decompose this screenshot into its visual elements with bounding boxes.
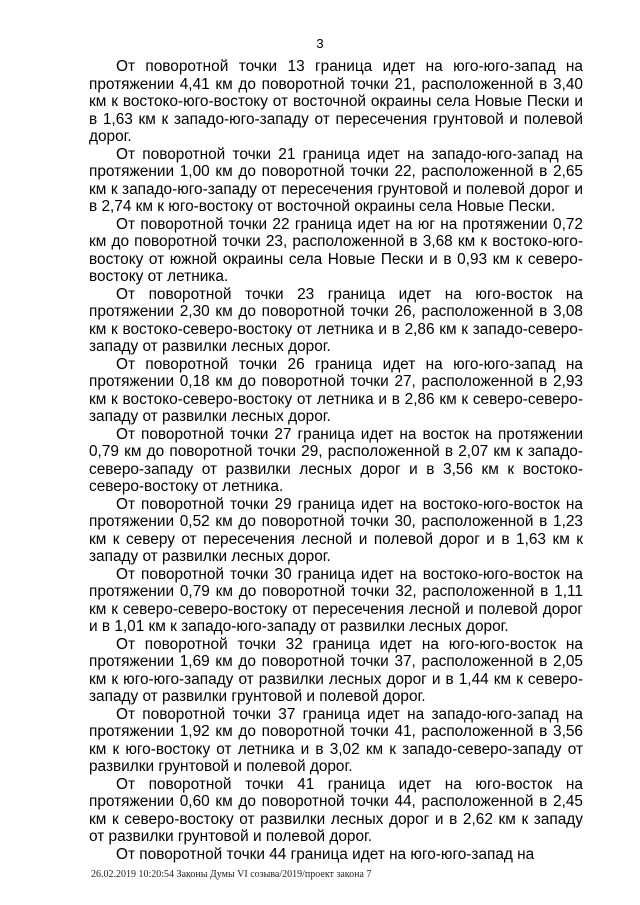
paragraph: От поворотной точки 26 граница идет на юго-юго-запад на протяжении 0,18 км до поворотной точки 27, расположенной в 2,93 км к востоко-северо-востоку от летника и в 2,86 км к северо-северо-западу от развилки лесных дорог. [89, 355, 583, 425]
paragraph: От поворотной точки 22 граница идет на юг на протяжении 0,72 км до поворотной точки 23, расположенной в 3,68 км к востоко-юго-востоку от южной окраины села Новые Пески и в 0,93 км к северо-востоку от летника. [89, 215, 583, 285]
paragraph: От поворотной точки 29 граница идет на востоко-юго-восток на протяжении 0,52 км до поворотной точки 30, расположенной в 1,23 км к северу от пересечения лесной и полевой дорог и в 1,63 км к западу от развилки лесных дорог. [89, 495, 583, 565]
page-number: 3 [316, 36, 324, 51]
document-body [89, 58, 583, 863]
paragraph: От поворотной точки 23 граница идет на юго-восток на протяжении 2,30 км до поворотной точки 26, расположенной в 3,08 км к востоко-северо-востоку от летника и в 2,86 км к западо-северо-западу от развилки лесных дорог. [89, 285, 583, 355]
paragraph: От поворотной точки 32 граница идет на юго-юго-восток на протяжении 1,69 км до поворотной точки 37, расположенной в 2,05 км к юго-юго-западу от развилки лесных дорог и в 1,44 км к северо-западу от развилки грунтовой и полевой дорог. [89, 635, 583, 705]
paragraph: От поворотной точки 44 граница идет на юго-юго-запад на [116, 845, 535, 863]
paragraph: От поворотной точки 21 граница идет на западо-юго-запад на протяжении 1,00 км до поворотной точки 22, расположенной в 2,65 км к западо-юго-западу от пересечения грунтовой и полевой дорог и в 2,74 км к юго-востоку от восточной окраины села Новые Пески. [89, 145, 583, 215]
paragraph: От поворотной точки 27 граница идет на восток на протяжении 0,79 км до поворотной точки 29, расположенной в 2,07 км к западо-северо-западу от развилки лесных дорог и в 3,56 км к востоко-северо-востоку от летника. [89, 425, 583, 495]
paragraph: От поворотной точки 37 граница идет на западо-юго-запад на протяжении 1,92 км до поворотной точки 41, расположенной в 3,56 км к юго-востоку от летника и в 3,02 км к западо-северо-западу от развилки грунтовой и полевой дорог. [89, 705, 583, 775]
paragraph: От поворотной точки 30 граница идет на востоко-юго-восток на протяжении 0,79 км до поворотной точки 32, расположенной в 1,11 км к северо-северо-востоку от пересечения лесной и полевой дорог и в 1,01 км к западо-юго-западу от развилки лесных дорог. [89, 565, 583, 635]
paragraph: От поворотной точки 41 граница идет на юго-восток на протяжении 0,60 км до поворотной точки 44, расположенной в 2,45 км к северо-востоку от развилки лесных дорог и в 2,62 км к западу от развилки грунтовой и полевой дорог. [89, 775, 583, 845]
paragraph: От поворотной точки 13 граница идет на юго-юго-запад на протяжении 4,41 км до поворотной точки 21, расположенной в 3,40 км к востоко-юго-востоку от восточной окраины села Новые Пески и в 1,63 км к западо-юго-западу от пересечения грунтовой и полевой дорог. [89, 58, 583, 145]
document-footer: 26.02.2019 10:20:54 Законы Думы VI созыва/2019/проект закона 7 [91, 869, 372, 880]
